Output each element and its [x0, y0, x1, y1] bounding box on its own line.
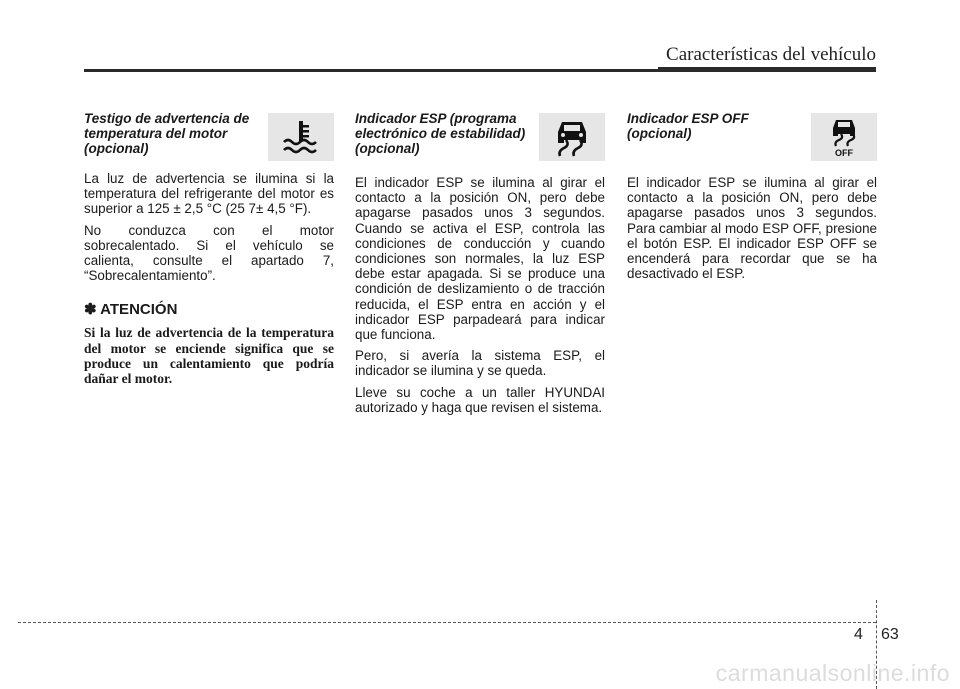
caution-text: Si la luz de advertencia de la temperatura del motor se enciende significa que se produce un calentamiento que podría dañar el motor.	[84, 325, 334, 387]
section-body	[84, 171, 334, 283]
paragraph: Pero, si avería la sistema ESP, el indicador se ilumina y se queda.	[355, 348, 605, 379]
chapter-number: 4	[854, 626, 863, 643]
section-body	[355, 175, 605, 415]
section-title: Indicador ESP (programa electrónico de estabilidad) (opcional)	[355, 111, 526, 156]
page-header-title: Características del vehículo	[666, 44, 876, 65]
esp-off-label: OFF	[835, 148, 853, 158]
section-engine-temperature	[84, 111, 334, 386]
section-title: Indicador ESP OFF (opcional)	[627, 111, 749, 141]
header-rule-accent	[658, 67, 876, 72]
coolant-temperature-icon	[268, 113, 334, 161]
paragraph: Lleve su coche a un taller HYUNDAI autorizado y haga que revisen el sistema.	[355, 384, 605, 415]
page-number: 63	[881, 626, 899, 643]
paragraph: El indicador ESP se ilumina al girar el contacto a la posición ON, pero debe apagarse pasados unos 3 segundos. Para cambiar al modo ESP OFF, presione el botón ESP. El indicador ESP OFF se encenderá para recordar que se ha desactivado el ESP.	[627, 175, 877, 282]
esp-skid-icon	[539, 113, 605, 161]
paragraph: La luz de advertencia se ilumina si la temperatura del refrigerante del motor es superior a 125 ± 2,5 °C (25 7± 4,5 °F).	[84, 171, 334, 217]
paragraph: No conduzca con el motor sobrecalentado. Si el vehículo se calienta, consulte el apartado 7, “Sobrecalentamiento”.	[84, 222, 334, 284]
section-header	[627, 111, 877, 171]
esp-off-icon	[811, 113, 877, 161]
section-header	[84, 111, 334, 171]
section-header	[355, 111, 605, 171]
section-title: Testigo de advertencia de temperatura del motor (opcional)	[84, 111, 250, 156]
paragraph: El indicador ESP se ilumina al girar el contacto a la posición ON, pero debe apagarse pasados unos 3 segundos. Cuando se activa el ESP, controla las condiciones de conducción y cuando condiciones son normales, la luz ESP debe estar apagada. Si se produce una condición de deslizamiento o de tracción reducida, el ESP entra en acción y el indicador ESP parpadeará para indicar que funciona.	[355, 175, 605, 343]
section-esp-off-indicator	[627, 111, 877, 287]
watermark-text: carmanualsonline.info	[715, 660, 950, 686]
section-esp-indicator	[355, 111, 605, 421]
caution-title: ✽ ATENCIÓN	[84, 301, 178, 319]
footer-rule	[18, 622, 876, 623]
section-body	[627, 175, 877, 281]
